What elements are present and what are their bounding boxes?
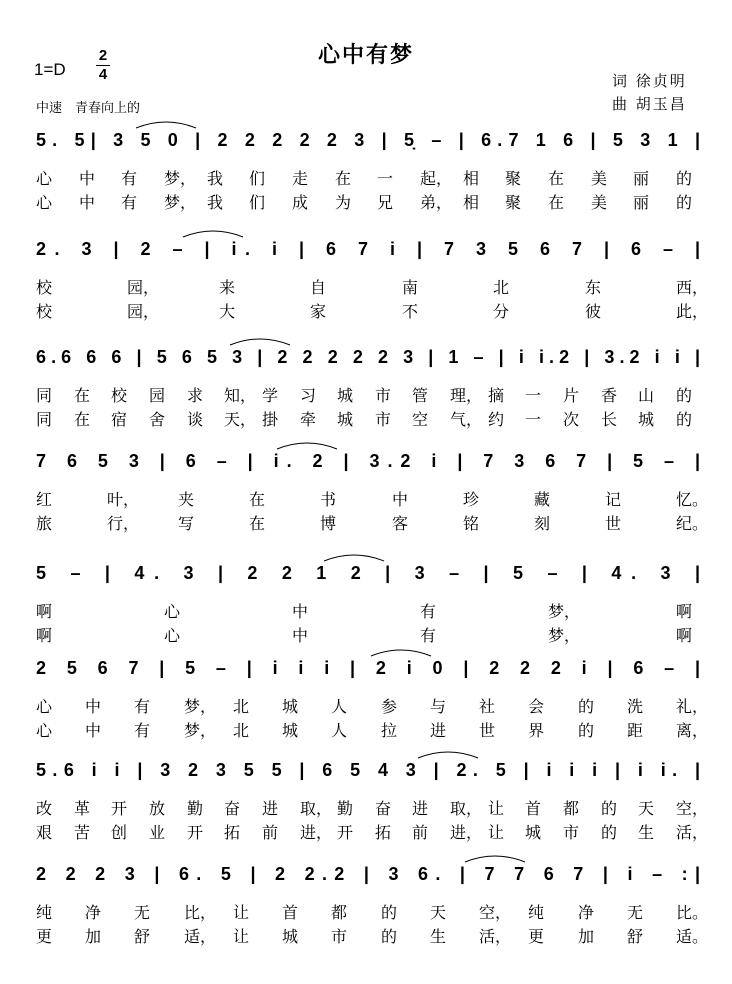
lyric-syllable: 天，: [224, 410, 257, 429]
lyric-syllable: 进: [412, 799, 429, 818]
lyric-syllable: 空: [412, 410, 429, 429]
lyric-syllable: 美: [591, 169, 608, 188]
lyric-syllable: 梦，: [184, 721, 217, 740]
lyric-syllable: 夹: [178, 490, 195, 509]
lyric-syllable: 园: [149, 386, 166, 405]
notation-svg: [36, 848, 702, 890]
lyric-syllable: 空，: [479, 903, 512, 922]
song-title: 心中有梦: [317, 43, 414, 68]
notes-text: 2 5 6 7 | 5 – | i i i | 2 i 0 | 2 2 2 i | 6 – |: [36, 658, 701, 678]
lyric-syllable: 刻: [534, 514, 551, 533]
lyric-syllable: 艰: [36, 823, 53, 842]
lyric-syllable: 纯: [528, 903, 545, 922]
lyric-syllable: 来: [219, 278, 236, 297]
lyric-syllable: 记: [605, 490, 622, 509]
lyric-syllable: 生: [638, 823, 655, 842]
lyric-syllable: 气，: [450, 410, 483, 429]
lyric-syllable: 校: [36, 302, 53, 321]
notes-text: 6.6 6 6 | 5 6 5 3 | 2 2 2 2 2 3 | 1 – | i i.2 | 3.2 i i |: [36, 347, 700, 367]
lyric-syllable: 在: [74, 410, 91, 429]
notation-line: [36, 561, 702, 585]
lyric-syllable: 求: [187, 386, 204, 405]
lyric-syllable: 分: [493, 302, 510, 321]
notation-svg: [36, 642, 702, 684]
lyric-syllable: 的: [601, 823, 618, 842]
lyric-syllable: 无: [134, 903, 151, 922]
lyric-syllable: 更: [528, 927, 545, 946]
lyric-syllable: 开: [337, 823, 354, 842]
lyric-syllable: 舒: [134, 927, 151, 946]
lyric-syllable: 让: [233, 927, 250, 946]
lyric-syllable: 为: [335, 193, 352, 212]
lyric-syllable: 知，: [224, 386, 257, 405]
lyric-syllable: 无: [627, 903, 644, 922]
notes-text: 5. 5| 3 5 0 | 2 2 2 2 2 3 | 5̣ – | 6.7 1 6 | 5 3 1 |: [36, 130, 700, 150]
lyric-syllable: 牵: [300, 410, 317, 429]
composer: 曲 胡玉昌: [612, 95, 687, 113]
notation-line: [36, 237, 702, 261]
slur-arc: [230, 339, 290, 345]
lyric-syllable: 有: [420, 602, 437, 621]
lyric-syllable: 们: [249, 169, 266, 188]
lyric-syllable: 习: [300, 386, 317, 405]
lyric-syllable: 城: [282, 721, 299, 740]
lyrics-verse-1: [36, 694, 709, 716]
lyric-syllable: 适。: [676, 927, 709, 946]
lyric-syllable: 人: [331, 697, 348, 716]
lyric-syllable: 梦，: [164, 169, 197, 188]
lyric-syllable: 园，: [127, 302, 160, 321]
lyric-syllable: 聚: [505, 169, 522, 188]
notation-svg: [36, 547, 702, 589]
lyric-syllable: 在: [548, 193, 565, 212]
lyric-syllable: 前: [262, 823, 279, 842]
notes-text: 5.6 i i | 3 2 3 5 5 | 6 5 4 3 | 2. 5 | i i i | i i. |: [36, 760, 700, 780]
slur-arc: [324, 555, 384, 561]
lyric-syllable: 家: [310, 302, 327, 321]
lyric-syllable: 红: [36, 490, 53, 509]
lyric-syllable: 的: [578, 721, 595, 740]
lyric-syllable: 城: [337, 386, 354, 405]
lyric-syllable: 天: [430, 903, 447, 922]
lyric-syllable: 城: [282, 697, 299, 716]
notation-line: [36, 656, 702, 680]
lyric-syllable: 同: [36, 410, 53, 429]
lyric-syllable: 一: [525, 386, 542, 405]
lyric-syllable: 不: [402, 302, 419, 321]
lyric-syllable: 一: [525, 410, 542, 429]
lyric-syllable: 美: [591, 193, 608, 212]
lyric-syllable: 成: [292, 193, 309, 212]
lyric-syllable: 藏: [534, 490, 551, 509]
lyric-syllable: 城: [638, 410, 655, 429]
lyric-syllable: 有: [420, 626, 437, 645]
lyric-syllable: 谈: [187, 410, 204, 429]
lyric-syllable: 加: [578, 927, 595, 946]
lyric-syllable: 勤: [337, 799, 354, 818]
lyric-syllable: 界: [528, 721, 545, 740]
time-bottom: 4: [98, 66, 108, 83]
lyric-syllable: 走: [292, 169, 309, 188]
lyric-syllable: 相: [463, 193, 480, 212]
lyrics-verse-2: [36, 718, 709, 740]
lyric-syllable: 一: [377, 169, 394, 188]
lyric-syllable: 礼，: [676, 697, 709, 716]
lyric-syllable: 空，: [676, 799, 709, 818]
notes-text: 5 – | 4. 3 | 2 2 1 2 | 3 – | 5 – | 4. 3 |: [36, 563, 700, 583]
lyric-syllable: 都: [331, 903, 348, 922]
lyric-syllable: 北: [493, 278, 510, 297]
lyric-syllable: 旅: [36, 514, 53, 533]
lyric-syllable: 让: [233, 903, 250, 922]
lyric-syllable: 中: [292, 602, 309, 621]
lyric-syllable: 净: [578, 903, 595, 922]
lyric-syllable: 在: [249, 490, 266, 509]
lyric-syllable: 开: [187, 823, 204, 842]
lyric-syllable: 同: [36, 386, 53, 405]
lyric-syllable: 世: [479, 721, 496, 740]
lyric-syllable: 活，: [479, 927, 512, 946]
lyric-syllable: 勤: [187, 799, 204, 818]
lyric-syllable: 学: [262, 386, 279, 405]
lyrics-verse-1: [36, 599, 702, 619]
lyric-syllable: 掛: [262, 410, 279, 429]
lyric-syllable: 北: [233, 697, 250, 716]
lyric-syllable: 梦，: [548, 602, 581, 621]
lyric-syllable: 距: [627, 721, 644, 740]
lyric-syllable: 我: [207, 169, 224, 188]
lyric-syllable: 心: [164, 626, 181, 645]
lyric-syllable: 会: [528, 697, 545, 716]
lyric-syllable: 写: [178, 514, 195, 533]
lyric-syllable: 的: [381, 927, 398, 946]
lyric-syllable: 的: [381, 903, 398, 922]
lyric-syllable: 博: [320, 514, 337, 533]
notation-svg: [36, 435, 702, 477]
slur-arc: [465, 856, 525, 862]
lyric-syllable: 前: [412, 823, 429, 842]
lyric-syllable: 业: [149, 823, 166, 842]
slur-arc: [277, 443, 337, 449]
lyrics-verse-1: [36, 275, 709, 297]
lyric-syllable: 啊: [36, 626, 53, 645]
lyric-syllable: 离，: [676, 721, 709, 740]
lyric-syllable: 开: [111, 799, 128, 818]
lyric-syllable: 叶，: [107, 490, 140, 509]
lyric-syllable: 自: [310, 278, 327, 297]
lyric-syllable: 宿: [111, 410, 128, 429]
time-signature: [96, 48, 110, 83]
lyric-syllable: 更: [36, 927, 53, 946]
lyric-syllable: 纯: [36, 903, 53, 922]
lyric-syllable: 在: [249, 514, 266, 533]
lyric-syllable: 市: [331, 927, 348, 946]
lyric-syllable: 比。: [676, 903, 709, 922]
lyric-syllable: 弟，: [420, 193, 453, 212]
lyric-syllable: 东: [585, 278, 602, 297]
lyricist: 词 徐贞明: [612, 72, 687, 90]
notes-text: 2. 3 | 2 – | i. i | 6 7 i | 7 3 5 6 7 | 6 – |: [36, 239, 700, 259]
lyric-syllable: 理，: [450, 386, 483, 405]
lyric-syllable: 舒: [627, 927, 644, 946]
time-top: 2: [98, 47, 108, 64]
lyric-syllable: 适，: [184, 927, 217, 946]
lyric-syllable: 校: [36, 278, 53, 297]
lyric-syllable: 此，: [676, 302, 709, 321]
lyric-syllable: 书: [320, 490, 337, 509]
lyric-syllable: 净: [85, 903, 102, 922]
lyric-syllable: 啊: [36, 602, 53, 621]
lyric-syllable: 有: [134, 697, 151, 716]
notation-line: [36, 449, 702, 473]
lyric-syllable: 的: [578, 697, 595, 716]
lyric-syllable: 南: [402, 278, 419, 297]
lyric-syllable: 在: [548, 169, 565, 188]
lyrics-verse-1: [36, 796, 709, 818]
lyric-syllable: 中: [85, 697, 102, 716]
lyrics-verse-2: [36, 190, 702, 210]
lyrics-verse-2: [36, 820, 709, 842]
lyric-syllable: 人: [331, 721, 348, 740]
lyric-syllable: 革: [74, 799, 91, 818]
lyric-syllable: 创: [111, 823, 128, 842]
notation-svg: [36, 223, 702, 265]
notation-svg: [36, 331, 702, 373]
lyric-syllable: 市: [375, 410, 392, 429]
lyric-syllable: 取，: [450, 799, 483, 818]
lyric-syllable: 中: [79, 169, 96, 188]
lyric-syllable: 活，: [676, 823, 709, 842]
lyric-syllable: 拓: [224, 823, 241, 842]
lyric-syllable: 客: [392, 514, 409, 533]
lyric-syllable: 校: [111, 386, 128, 405]
lyrics-verse-2: [36, 511, 709, 533]
lyric-syllable: 有: [134, 721, 151, 740]
lyric-syllable: 世: [605, 514, 622, 533]
lyric-syllable: 啊: [676, 626, 693, 645]
lyric-syllable: 的: [601, 799, 618, 818]
lyric-syllable: 市: [563, 823, 580, 842]
lyric-syllable: 首: [282, 903, 299, 922]
lyric-syllable: 进，: [300, 823, 333, 842]
lyric-syllable: 心: [36, 193, 53, 212]
lyric-syllable: 心: [164, 602, 181, 621]
lyric-syllable: 社: [479, 697, 496, 716]
notation-line: [36, 758, 702, 782]
lyric-syllable: 天: [638, 799, 655, 818]
lyric-syllable: 约: [488, 410, 505, 429]
lyric-syllable: 让: [488, 823, 505, 842]
notation-line: [36, 862, 702, 886]
lyric-syllable: 的: [676, 193, 693, 212]
lyric-syllable: 苦: [74, 823, 91, 842]
lyric-syllable: 们: [249, 193, 266, 212]
lyric-syllable: 改: [36, 799, 53, 818]
lyric-syllable: 片: [563, 386, 580, 405]
notation-svg: [36, 114, 702, 156]
lyric-syllable: 心: [36, 697, 53, 716]
lyrics-verse-1: [36, 383, 702, 403]
lyric-syllable: 珍: [463, 490, 480, 509]
lyric-syllable: 心: [36, 169, 53, 188]
lyric-syllable: 梦，: [184, 697, 217, 716]
lyric-syllable: 城: [525, 823, 542, 842]
lyrics-verse-2: [36, 407, 702, 427]
lyric-syllable: 拓: [375, 823, 392, 842]
lyric-syllable: 生: [430, 927, 447, 946]
lyric-syllable: 中: [79, 193, 96, 212]
lyric-syllable: 都: [563, 799, 580, 818]
lyric-syllable: 首: [525, 799, 542, 818]
lyric-syllable: 管: [412, 386, 429, 405]
lyric-syllable: 中: [392, 490, 409, 509]
lyrics-verse-1: [36, 166, 702, 186]
lyric-syllable: 丽: [633, 193, 650, 212]
lyric-syllable: 让: [488, 799, 505, 818]
lyric-syllable: 洗: [627, 697, 644, 716]
lyric-syllable: 在: [335, 169, 352, 188]
lyric-syllable: 拉: [381, 721, 398, 740]
lyric-syllable: 进，: [450, 823, 483, 842]
lyric-syllable: 起，: [420, 169, 453, 188]
lyric-syllable: 进: [430, 721, 447, 740]
lyric-syllable: 的: [676, 386, 693, 405]
notes-text: 2 2 2 3 | 6. 5 | 2 2.2 | 3 6. | 7 7 6 7 | i – :|: [36, 864, 700, 884]
slur-arc: [418, 752, 478, 758]
lyric-syllable: 梦，: [548, 626, 581, 645]
lyric-syllable: 丽: [633, 169, 650, 188]
lyric-syllable: 与: [430, 697, 447, 716]
lyric-syllable: 参: [381, 697, 398, 716]
lyric-syllable: 我: [207, 193, 224, 212]
lyric-syllable: 加: [85, 927, 102, 946]
lyric-syllable: 山: [638, 386, 655, 405]
lyric-syllable: 有: [121, 193, 138, 212]
tempo-marking: 中速 青春向上的: [36, 101, 141, 116]
lyric-syllable: 进: [262, 799, 279, 818]
lyric-syllable: 忆。: [676, 490, 709, 509]
lyric-syllable: 梦，: [164, 193, 197, 212]
lyric-syllable: 舍: [149, 410, 166, 429]
lyric-syllable: 奋: [375, 799, 392, 818]
key-signature: 1=D: [34, 60, 66, 79]
notation-svg: [36, 744, 702, 786]
credits: [612, 70, 687, 116]
lyric-syllable: 奋: [224, 799, 241, 818]
lyrics-verse-2: [36, 623, 702, 643]
lyric-syllable: 在: [74, 386, 91, 405]
lyric-syllable: 西，: [676, 278, 709, 297]
lyric-syllable: 比，: [184, 903, 217, 922]
lyric-syllable: 聚: [505, 193, 522, 212]
lyric-syllable: 中: [85, 721, 102, 740]
lyric-syllable: 中: [292, 626, 309, 645]
lyric-syllable: 彼: [585, 302, 602, 321]
lyric-syllable: 的: [676, 169, 693, 188]
lyric-syllable: 次: [563, 410, 580, 429]
lyric-syllable: 北: [233, 721, 250, 740]
lyrics-verse-1: [36, 900, 709, 922]
lyric-syllable: 摘: [488, 386, 505, 405]
lyric-syllable: 兄: [377, 193, 394, 212]
lyric-syllable: 香: [601, 386, 618, 405]
notes-text: 7 6 5 3 | 6 – | i. 2 | 3.2 i | 7 3 6 7 | 5 – |: [36, 451, 701, 471]
lyric-syllable: 铭: [463, 514, 480, 533]
lyric-syllable: 相: [463, 169, 480, 188]
slur-arc: [183, 231, 243, 237]
lyrics-verse-2: [36, 924, 709, 946]
lyric-syllable: 取，: [300, 799, 333, 818]
lyric-syllable: 啊: [676, 602, 693, 621]
lyric-syllable: 行，: [107, 514, 140, 533]
lyric-syllable: 心: [36, 721, 53, 740]
lyric-syllable: 市: [375, 386, 392, 405]
lyrics-verse-1: [36, 487, 709, 509]
lyric-syllable: 城: [282, 927, 299, 946]
lyrics-verse-2: [36, 299, 709, 321]
lyric-syllable: 长: [601, 410, 618, 429]
lyric-syllable: 有: [121, 169, 138, 188]
lyric-syllable: 园，: [127, 278, 160, 297]
notation-line: [36, 345, 702, 369]
notation-line: [36, 128, 702, 152]
lyric-syllable: 放: [149, 799, 166, 818]
slur-arc: [371, 650, 431, 656]
lyric-syllable: 的: [676, 410, 693, 429]
slur-arc: [136, 122, 196, 128]
lyric-syllable: 大: [219, 302, 236, 321]
lyric-syllable: 城: [337, 410, 354, 429]
lyric-syllable: 纪。: [676, 514, 709, 533]
